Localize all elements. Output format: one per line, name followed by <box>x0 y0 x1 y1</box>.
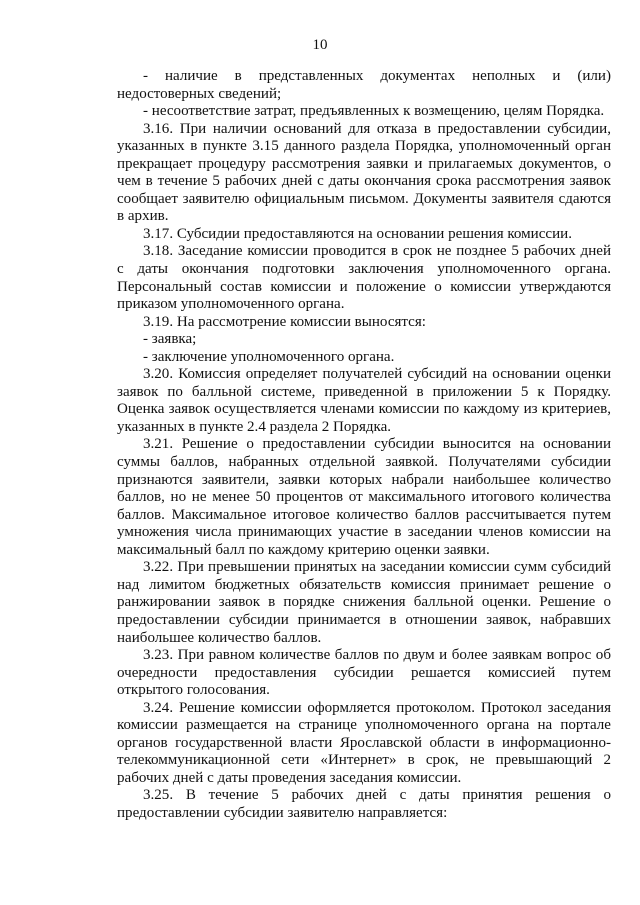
paragraph-3-25: 3.25. В течение 5 рабочих дней с даты принятия решения о предоставлении субсидии заявителю направляется: <box>117 787 611 821</box>
paragraph-list-item-application: - заявка; <box>143 331 197 348</box>
paragraph-list-item-incomplete-data: - наличие в представленных документах неполных и (или) недостоверных сведений; <box>117 68 611 102</box>
paragraph-3-17: 3.17. Субсидии предоставляются на основании решения комиссии. <box>143 225 572 242</box>
paragraph-3-16: 3.16. При наличии оснований для отказа в предоставлении субсидии, указанных в пункте 3.15 данного раздела Порядка, уполномоченный орган прекращает процедуру рассмотрения заявки и прилагаемых документов, о чем в течение 5 рабочих дней с даты окончания срока рассмотрения заявок сообщает заявителю официальным письмом. Документы заявителя сдаются в архив. <box>117 120 611 225</box>
paragraph-list-item-cost-mismatch: - несоответствие затрат, предъявленных к возмещению, целям Порядка. <box>143 103 605 120</box>
paragraph-3-21: 3.21. Решение о предоставлении субсидии выносится на основании суммы баллов, набранных отдельной заявкой. Получателями субсидии признаются заявители, заявки которых набрали наибольшее количество баллов, но не менее 50 процентов от максимального итогового количества баллов. Максимальное итоговое количество баллов рассчитывается путем умножения числа принимающих участие в заседании членов комиссии на максимальный балл по каждому критерию оценки заявки. <box>117 436 611 558</box>
paragraph-3-22: 3.22. При превышении принятых на заседании комиссии сумм субсидий над лимитом бюджетных обязательств комиссия принимает решение о ранжировании заявок в порядке снижения балльной оценки. Решение о предоставлении субсидии принимается в отношении заявок, набравших наибольшее количество баллов. <box>117 559 611 646</box>
page-number: 10 <box>312 37 328 53</box>
paragraph-3-20: 3.20. Комиссия определяет получателей субсидий на основании оценки заявок по балльной системе, приведенной в приложении 5 к Порядку. Оценка заявок осуществляется членами комиссии по каждому из критериев, указанных в пункте 2.4 раздела 2 Порядка. <box>117 366 611 435</box>
paragraph-3-19: 3.19. На рассмотрение комиссии выносятся: <box>143 313 426 330</box>
paragraph-3-23: 3.23. При равном количестве баллов по двум и более заявкам вопрос об очередности предоставления субсидии решается комиссией путем открытого голосования. <box>117 647 611 699</box>
paragraph-list-item-conclusion: - заключение уполномоченного органа. <box>143 348 395 365</box>
document-body <box>117 68 611 823</box>
paragraph-3-24: 3.24. Решение комиссии оформляется протоколом. Протокол заседания комиссии размещается на странице уполномоченного органа на портале органов государственной власти Ярославской области в информационно-телекоммуникационной сети «Интернет» в срок, не превышающий 2 рабочих дней с даты проведения заседания комиссии. <box>117 699 611 786</box>
paragraph-3-18: 3.18. Заседание комиссии проводится в срок не позднее 5 рабочих дней с даты окончания подготовки заключения уполномоченного органа. Персональный состав комиссии и положение о комиссии утверждаются приказом уполномоченного органа. <box>117 243 611 313</box>
